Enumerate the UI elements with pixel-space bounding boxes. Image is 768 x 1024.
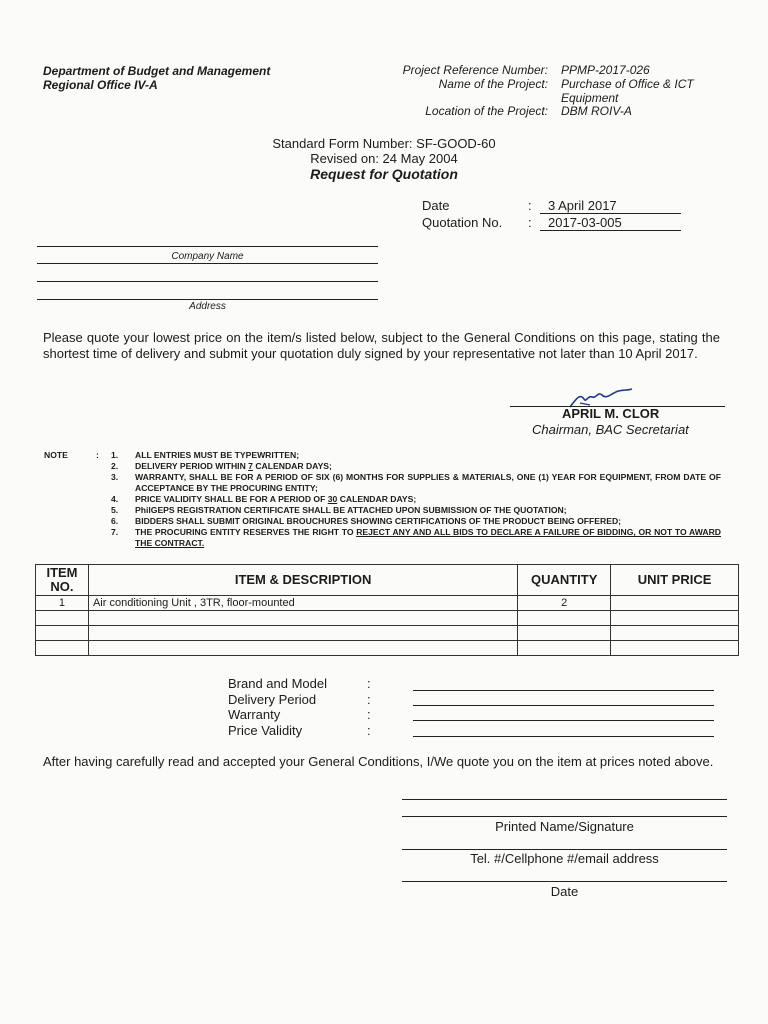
standard-form-number: Standard Form Number: SF-GOOD-60 [272,136,496,151]
note-item: 1. ALL ENTRIES MUST BE TYPEWRITTEN; [111,450,300,460]
address-line-1[interactable] [37,281,378,282]
cell-description: Air conditioning Unit , 3TR, floor-mounted [88,596,517,611]
cell-quantity: 2 [518,596,611,611]
date-value: 3 April 2017 [548,198,617,213]
page-title: Request for Quotation [310,166,458,182]
table-row [36,611,739,626]
warranty-field[interactable] [413,720,714,721]
instructions-paragraph: Please quote your lowest price on the item/s listed below, subject to the General Conditions on this page, stating the shortest time of delivery and submit your quotation duly signed by your representative not later than 10 April 2017. [43,330,720,361]
table-row [36,596,739,611]
cell-item-no [36,641,89,656]
company-name-underline [37,263,378,264]
cell-item-no [36,611,89,626]
project-values [561,64,721,119]
notes-list [111,450,721,549]
bid-fields-labels [228,676,327,738]
date-underline [540,213,681,214]
cell-unit-price[interactable] [611,626,739,641]
signatory-position: Chairman, BAC Secretariat [532,422,689,437]
brand-model-field[interactable] [413,690,714,691]
contact-caption: Tel. #/Cellphone #/email address [470,851,659,866]
cell-item-no [36,626,89,641]
cell-description [88,641,517,656]
project-labels [370,64,548,119]
cell-unit-price[interactable] [611,641,739,656]
warranty-label: Warranty [228,707,281,722]
company-name-line[interactable] [37,246,378,247]
cell-description [88,611,517,626]
project-ref-value: PPMP-2017-026 [561,63,650,77]
table-row [36,641,739,656]
project-name-value-1: Purchase of Office & ICT [561,76,694,91]
address-caption: Address [189,301,226,312]
note-item: 3. WARRANTY, SHALL BE FOR A PERIOD OF SIX (6) MONTHS FOR SUPPLIES & MATERIALS, ONE (1) YEAR FOR EQUIPMENT, FROM DATE OF ACCEPTANCE BY THE PROCURING ENTITY; [111,472,721,493]
quotation-value: 2017-03-005 [548,215,622,230]
department-name: Department of Budget and Management [43,64,271,78]
date-colon: : [528,198,532,213]
table-header-row [36,565,739,596]
note-item: 2. DELIVERY PERIOD WITHIN 7 CALENDAR DAYS; [111,461,332,471]
company-name-caption: Company Name [171,251,244,262]
revised-date: Revised on: 24 May 2004 [310,151,458,166]
quotation-colon: : [528,215,532,230]
note-colon: : [96,450,99,460]
header-quantity: QUANTITY [518,565,611,596]
regional-office: Regional Office IV-A [43,78,158,92]
note-item: 7. THE PROCURING ENTITY RESERVES THE RIGHT TO REJECT ANY AND ALL BIDS TO DECLARE A FAILURE OF BIDDING, OR NOT TO AWARD THE CONTRACT. [111,527,722,548]
cell-quantity [518,611,611,626]
printed-name-caption: Printed Name/Signature [495,819,634,834]
address-line-2[interactable] [37,299,378,300]
items-table [35,564,739,656]
header-unit-price: UNIT PRICE [611,565,739,596]
contact-line[interactable] [402,849,727,850]
cell-unit-price[interactable] [611,596,739,611]
quotation-label: Quotation No. [422,215,503,230]
cell-description [88,626,517,641]
date-label: Date [422,198,450,213]
brand-model-label: Brand and Model [228,676,328,691]
table-row [36,626,739,641]
date-sign-line[interactable] [402,881,727,882]
signature-line-2[interactable] [402,816,727,817]
signature-line-1[interactable] [402,799,727,800]
note-item: 6. BIDDERS SHALL SUBMIT ORIGINAL BROUCHURES SHOWING CERTIFICATIONS OF THE PRODUCT BEING OFFERED; [111,516,622,526]
delivery-period-label: Delivery Period [228,691,317,707]
cell-quantity [518,641,611,656]
cell-quantity [518,626,611,641]
date-caption: Date [550,884,579,899]
header-item-no: ITEM NO. [36,565,89,596]
price-validity-label: Price Validity [228,722,303,738]
header-description: ITEM & DESCRIPTION [88,565,517,596]
delivery-period-field[interactable] [413,705,714,706]
note-item: 4. PRICE VALIDITY SHALL BE FOR A PERIOD OF 30 CALENDAR DAYS; [111,494,417,504]
project-name-label: Name of the Project: [438,76,548,91]
project-ref-label: Project Reference Number: [402,63,548,77]
note-label: NOTE [44,450,68,460]
cell-item-no: 1 [36,596,89,611]
closing-paragraph: After having carefully read and accepted your General Conditions, I/We quote you on the item at prices noted above. [43,754,714,769]
note-item: 5. PhilGEPS REGISTRATION CERTIFICATE SHALL BE ATTACHED UPON SUBMISSION OF THE QUOTATION; [111,505,567,515]
agency-block [43,64,270,92]
project-location-label: Location of the Project: [425,104,548,119]
price-validity-field[interactable] [413,736,714,737]
signatory-name: APRIL M. CLOR [562,406,660,421]
project-location-value: DBM ROIV-A [561,104,632,119]
cell-unit-price[interactable] [611,611,739,626]
quotation-underline [540,230,681,231]
bid-fields-colons: : : : : [367,676,371,738]
project-name-value-2: Equipment [561,90,619,105]
